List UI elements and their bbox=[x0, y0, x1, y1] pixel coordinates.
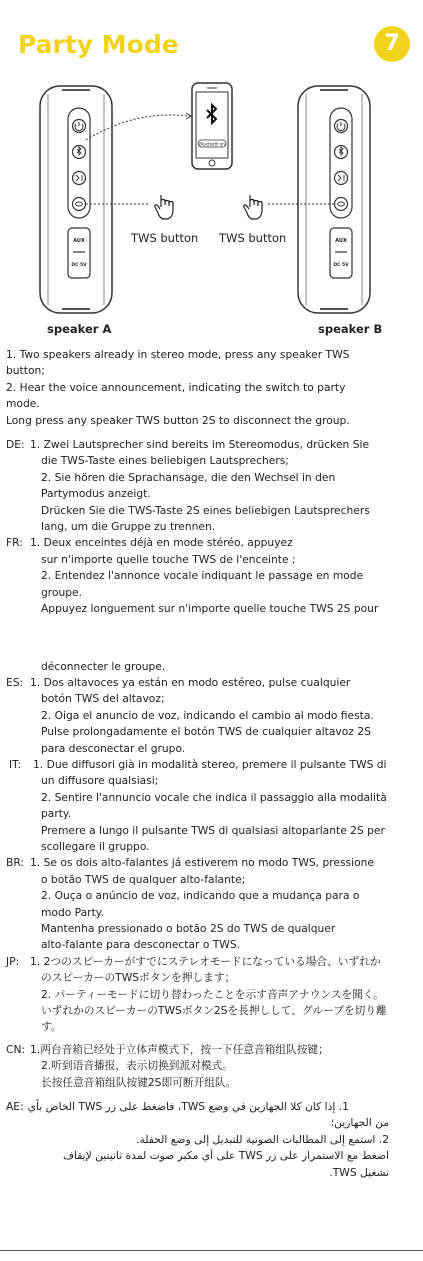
tws-button-label-left: TWS button bbox=[131, 231, 199, 245]
instructions-body bbox=[6, 347, 411, 1181]
page-title: Party Mode bbox=[18, 30, 179, 59]
text-line: 1.两台音箱已经处于立体声模式下，按一下任意音箱组队按键； bbox=[30, 1042, 329, 1056]
text-line: 2. Ouça o anúncio de voz, indicando que a mudança para o bbox=[41, 889, 360, 903]
tws-icon bbox=[73, 198, 86, 211]
text-line: 2. Oiga el anuncio de voz, indicando el cambio al modo fiesta. bbox=[41, 708, 374, 722]
language-tag: JP: bbox=[6, 954, 20, 968]
language-tag: FR: bbox=[6, 536, 23, 550]
text-line: す。 bbox=[41, 1020, 62, 1034]
language-tag: IT: bbox=[9, 757, 22, 771]
text-line: scollegare il gruppo. bbox=[41, 839, 150, 853]
phone-illustration bbox=[192, 83, 232, 169]
instructions-cn bbox=[6, 1042, 411, 1091]
text-line: modo Party. bbox=[41, 905, 104, 919]
text-line: 2. Sentire l'annuncio vocale che indica il passaggio alla modalità bbox=[41, 790, 387, 804]
language-tag: ES: bbox=[6, 675, 24, 689]
text-line: 2. Hear the voice announcement, indicating the switch to party bbox=[6, 380, 346, 394]
aux-port-label: AUX bbox=[335, 238, 347, 244]
text-line: 1. 2つのスピーカーがすでにステレオモードになっている場合、いずれか bbox=[30, 954, 381, 968]
dc-port-label: DC 5V bbox=[333, 263, 349, 268]
text-line: para desconectar el grupo. bbox=[41, 741, 186, 755]
text-line: اضغط مع الاستمرار على زر TWS على أي مكبر صوت لمدة ثانيتين لإيقاف bbox=[62, 1149, 389, 1163]
text-line: 1. Se os dois alto-falantes já estiverem no modo TWS, pressione bbox=[30, 856, 374, 870]
aux-port-label: AUX bbox=[73, 238, 85, 244]
text-line: 2.听到语音播报，表示切换到派对模式。 bbox=[41, 1059, 233, 1073]
text-line: Premere a lungo il pulsante TWS di qualsiasi altoparlante 2S per bbox=[41, 823, 385, 837]
text-line: 2. استمع إلى المطالبات الصوتية للتبديل إلى وضع الحفلة. bbox=[136, 1132, 389, 1146]
text-line: un diffusore qualsiasi; bbox=[41, 774, 159, 788]
text-line: 2. Entendez l'annonce vocale indiquant le passage en mode bbox=[41, 569, 364, 583]
tws-icon bbox=[335, 198, 348, 211]
speaker-b-label: speaker B bbox=[318, 322, 383, 336]
text-line: party. bbox=[41, 807, 72, 821]
dc-port-label: DC 5V bbox=[71, 263, 87, 268]
instructions-jp bbox=[6, 954, 411, 1036]
text-line: Partymodus anzeigt. bbox=[41, 487, 151, 501]
text-line: 1. Two speakers already in stereo mode, press any speaker TWS bbox=[6, 348, 350, 361]
text-line: Pulse prolongadamente el botón TWS de cualquier altavoz 2S bbox=[41, 725, 371, 739]
text-line: 1. Due diffusori già in modalità stereo, premere il pulsante TWS di bbox=[33, 757, 387, 771]
hand-pointer-icon bbox=[244, 195, 262, 219]
text-line: のスピーカーのTWSボタンを押します； bbox=[41, 971, 236, 985]
instructions-it bbox=[6, 757, 411, 855]
text-line: groupe. bbox=[41, 585, 83, 599]
text-line: 1. إذا كان كلا الجهازين في وضع TWS، فاضغط على زر TWS الخاص بأي bbox=[27, 1100, 349, 1114]
text-line: 1. Deux enceintes déjà en mode stéréo, appuyez bbox=[30, 536, 293, 550]
text-line: 1. Zwei Lautsprecher sind bereits im Stereomodus, drücken Sie bbox=[30, 438, 370, 452]
text-line: いずれかのスピーカーのTWSボタン2Sを長押しして、グループを切り離 bbox=[41, 1004, 387, 1018]
text-line: mode. bbox=[6, 397, 40, 411]
text-line: lang, um die Gruppe zu trennen. bbox=[41, 520, 216, 534]
tws-button-label-right: TWS button bbox=[219, 231, 287, 245]
bottom-divider bbox=[0, 1250, 423, 1251]
instructions-br bbox=[6, 855, 411, 953]
instructions-en bbox=[6, 347, 411, 429]
text-line: 2. Sie hören die Sprachansage, die den Wechsel in den bbox=[41, 470, 336, 484]
text-line: Mantenha pressionado o botão 2S do TWS de qualquer bbox=[41, 922, 336, 935]
party-mode-diagram bbox=[0, 80, 423, 345]
phone-bluetooth-label: Bluetooth on bbox=[199, 141, 225, 147]
text-line: alto-falante para desconectar o TWS. bbox=[41, 938, 241, 952]
page-number-badge: 7 bbox=[374, 26, 410, 62]
text-line: sur n'importe quelle touche TWS de l'enceinte ; bbox=[41, 552, 296, 566]
text-line: Long press any speaker TWS button 2S to disconnect the group. bbox=[6, 413, 350, 427]
language-tag: CN: bbox=[6, 1042, 26, 1056]
text-line: من الجهازين؛ bbox=[330, 1116, 389, 1130]
text-line: Appuyez longuement sur n'importe quelle touche TWS 2S pour bbox=[41, 602, 379, 616]
speaker-a-label: speaker A bbox=[47, 322, 112, 336]
language-tag: DE: bbox=[6, 438, 25, 452]
text-line: تشغيل TWS. bbox=[329, 1165, 389, 1179]
instructions-es bbox=[6, 675, 411, 757]
instructions-ae bbox=[6, 1099, 411, 1181]
speaker-b-illustration bbox=[298, 86, 370, 313]
hand-pointer-icon bbox=[155, 195, 173, 219]
language-tag: AE: bbox=[6, 1100, 24, 1114]
text-line: 1. Dos altavoces ya están en modo estéreo, pulse cualquier bbox=[30, 675, 351, 689]
text-line: o botão TWS de qualquer alto-falante; bbox=[41, 872, 246, 886]
text-line: 长按任意音箱组队按键2S即可断开组队。 bbox=[41, 1075, 237, 1089]
instructions-de bbox=[6, 437, 411, 535]
text-line: button; bbox=[6, 364, 45, 378]
text-line: botón TWS del altavoz; bbox=[41, 692, 165, 706]
text-line: die TWS-Taste eines beliebigen Lautsprechers; bbox=[41, 454, 289, 468]
text-line: déconnecter le groupe. bbox=[41, 659, 166, 673]
text-line: 2. パーティーモードに切り替わったことを示す音声アナウンスを聞く。 bbox=[41, 987, 384, 1001]
text-line: Drücken Sie die TWS-Taste 2S eines beliebigen Lautsprechers bbox=[41, 503, 370, 517]
instructions-fr bbox=[6, 535, 411, 674]
speaker-a-illustration bbox=[40, 86, 112, 313]
language-tag: BR: bbox=[6, 856, 25, 870]
